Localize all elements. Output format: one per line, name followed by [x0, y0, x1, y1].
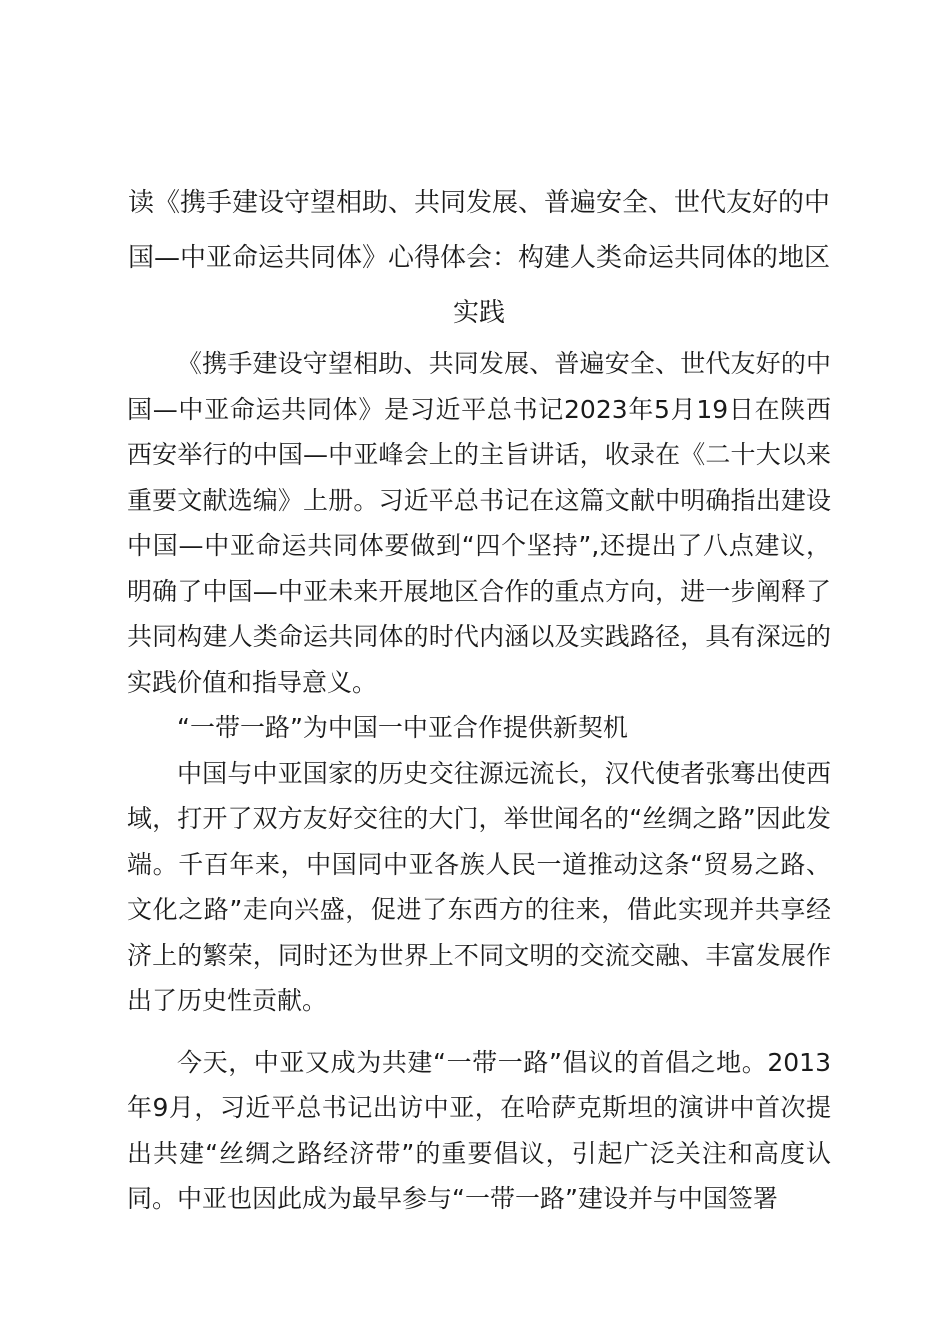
section-heading: “一带一路”为中国一中亚合作提供新契机	[177, 713, 628, 742]
paragraph-history: 中国与中亚国家的历史交往源远流长，汉代使者张骞出使西域，打开了双方友好交往的大门，举世闻名的“丝绸之路”因此发端。千百年来，中国同中亚各族人民一道推动这条“贸易之路、文化之路”走向兴盛，促进了东西方的往来，借此实现并共享经济上的繁荣，同时还为世界上不同文明的交流交融、丰富发展作出了历史性贡献。	[127, 758, 831, 1015]
document-title: 读《携手建设守望相助、共同发展、普遍安全、世代友好的中国—中亚命运共同体》心得体会：构建人类命运共同体的地区实践	[127, 188, 830, 328]
paragraph-intro: 《携手建设守望相助、共同发展、普遍安全、世代友好的中国—中亚命运共同体》是习近平总书记2023年5月19日在陕西西安举行的中国—中亚峰会上的主旨讲话，收录在《二十大以来重要文献选编》上册。习近平总书记在这篇文献中明确指出建设中国—中亚命运共同体要做到“四个坚持”,还提出了八点建议，明确了中国—中亚未来开展地区合作的重点方向，进一步阐释了共同构建人类命运共同体的时代内涵以及实践路径，具有深远的实践价值和指导意义。	[127, 349, 831, 697]
document-page	[127, 176, 831, 1222]
paragraph-belt-road: 今天，中亚又成为共建“一带一路”倡议的首倡之地。2013年9月，习近平总书记出访中亚，在哈萨克斯坦的演讲中首次提出共建“丝绸之路经济带”的重要倡议，引起广泛关注和高度认同。中亚也因此成为最早参与“一带一路”建设并与中国签署	[127, 1047, 831, 1213]
